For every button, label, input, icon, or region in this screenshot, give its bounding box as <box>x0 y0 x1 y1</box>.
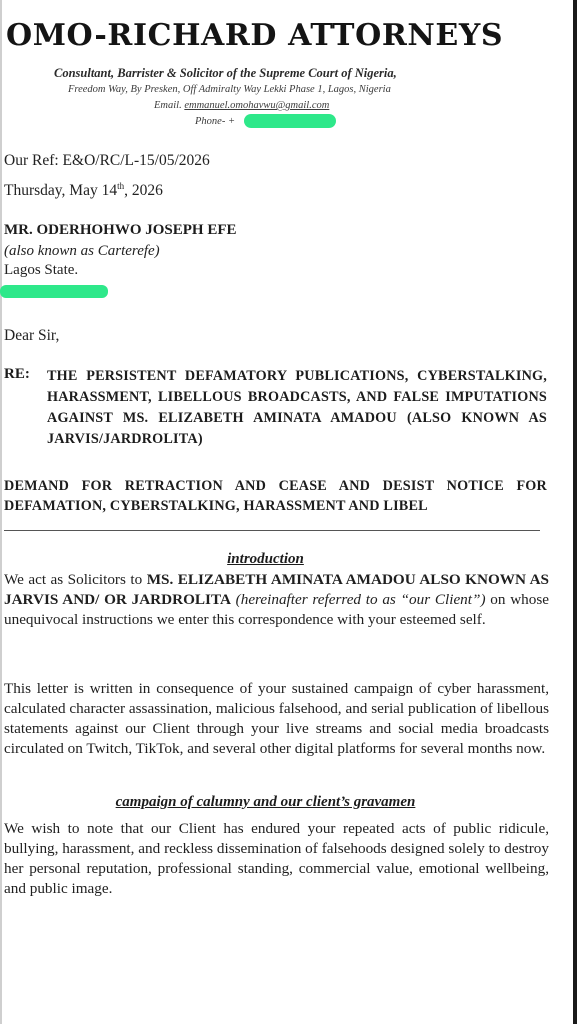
firm-tagline: Consultant, Barrister & Solicitor of the Supreme Court of Nigeria, <box>54 66 397 80</box>
addressee-name: MR. ODERHOHWO JOSEPH EFE <box>4 222 237 238</box>
address-redaction-mark <box>0 285 108 298</box>
campaign-heading: campaign of calumny and our client’s gravamen <box>115 794 416 810</box>
divider-rule <box>4 530 540 531</box>
email-label: Email. <box>154 100 182 111</box>
page-right-border <box>573 0 577 1024</box>
p1-lead: We act as Solicitors to <box>4 571 147 588</box>
phone-label: Phone- + <box>195 116 236 127</box>
firm-email: emmanuel.omohavwu@gmail.com <box>184 100 330 111</box>
re-label: RE: <box>4 366 30 382</box>
firm-name: OMO-RICHARD ATTORNEYS <box>6 18 504 53</box>
salutation: Dear Sir, <box>4 327 60 344</box>
date-year: , 2026 <box>124 182 163 200</box>
firm-address: Freedom Way, By Presken, Off Admiralty Way Lekki Phase 1, Lagos, Nigeria <box>68 84 391 95</box>
p1-tail: on whose unequivocal instructions we enter this correspondence with your esteemed self. <box>4 591 550 628</box>
re-subject: THE PERSISTENT DEFAMATORY PUBLICATIONS, CYBERSTALKING, HARASSMENT, LIBELLOUS BROADCASTS, AND FALSE IMPUTATIONS AGAINST MS. ELIZABETH AMINATA AMADOU (ALSO KNOWN AS JARVIS/JARDROLITA) <box>47 368 547 447</box>
introduction-paragraph <box>4 570 549 630</box>
client-name: MS. ELIZABETH AMINATA AMADOU ALSO KNOWN AS JARVIS AND/ OR JARDROLITA <box>4 571 549 608</box>
campaign-paragraph: We wish to note that our Client has endured your repeated acts of public ridicule, bullying, harassment, and reckless dissemination of falsehoods designed solely to destroy her personal reputation, professional standing, commercial value, emotional wellbeing, and public image. <box>4 820 549 897</box>
letter-date <box>4 181 163 200</box>
page-left-edge <box>0 0 2 1024</box>
demand-heading: DEMAND FOR RETRACTION AND CEASE AND DESIST NOTICE FOR DEFAMATION, CYBERSTALKING, HARASSMENT AND LIBEL <box>4 478 547 514</box>
phone-redaction-mark <box>244 114 336 128</box>
firm-email-line <box>154 100 329 111</box>
date-suffix: th <box>117 181 125 191</box>
consequence-paragraph: This letter is written in consequence of your sustained campaign of cyber harassment, calculated character assassination, malicious falsehood, and serial publication of libellous statements against our Client through your live streams and social media broadcasts circulated on Twitch, TikTok, and several other digital platforms for several months now. <box>4 680 549 757</box>
introduction-heading: introduction <box>227 551 304 567</box>
addressee-state: Lagos State. <box>4 262 79 278</box>
date-prefix: Thursday, May 14 <box>4 182 118 200</box>
addressee-alias: (also known as Carterefe) <box>4 243 160 259</box>
reference-number: Our Ref: E&O/RC/L-15/05/2026 <box>4 152 210 169</box>
client-definition: (hereinafter referred to as “our Client”) <box>230 591 486 608</box>
